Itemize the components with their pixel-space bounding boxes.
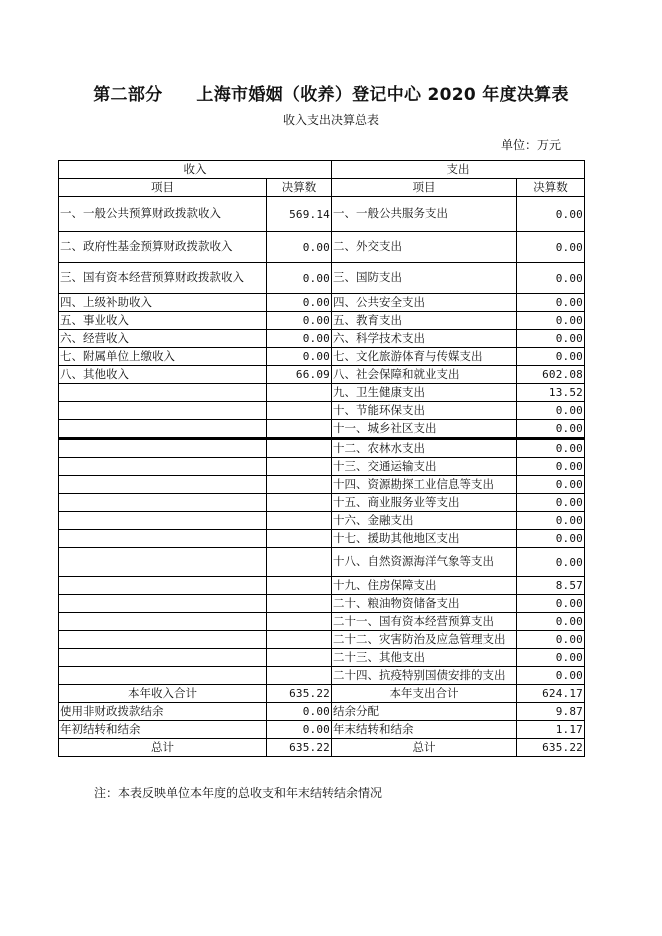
- expense-header: 支出: [332, 161, 585, 179]
- expense-item: 九、卫生健康支出: [332, 384, 517, 402]
- expense-amount: 0.00: [517, 494, 585, 512]
- expense-amount: 9.87: [517, 703, 585, 721]
- expense-item: 十六、金融支出: [332, 512, 517, 530]
- income-item: [59, 512, 267, 530]
- income-item: 年初结转和结余: [59, 721, 267, 739]
- table-row: [59, 384, 585, 402]
- budget-table: [58, 160, 585, 757]
- expense-item: 八、社会保障和就业支出: [332, 366, 517, 384]
- table-row: [59, 649, 585, 667]
- expense-amount: 0.00: [517, 294, 585, 312]
- expense-item: 二、外交支出: [332, 232, 517, 263]
- income-amount: 0.00: [267, 348, 332, 366]
- expense-item: 二十三、其他支出: [332, 649, 517, 667]
- income-amount: [267, 420, 332, 439]
- income-item: 二、政府性基金预算财政拨款收入: [59, 232, 267, 263]
- expense-item: 一、一般公共服务支出: [332, 197, 517, 232]
- income-amount: 569.14: [267, 197, 332, 232]
- income-amount: 0.00: [267, 263, 332, 294]
- expense-amount: 0.00: [517, 476, 585, 494]
- expense-amount: 0.00: [517, 348, 585, 366]
- expense-subtotal-amount: 624.17: [517, 685, 585, 703]
- expense-amount: 0.00: [517, 631, 585, 649]
- expense-amount: 0.00: [517, 458, 585, 476]
- income-amount: [267, 649, 332, 667]
- table-row: [59, 402, 585, 420]
- income-item: [59, 631, 267, 649]
- expense-amount: 0.00: [517, 512, 585, 530]
- table-row: [59, 667, 585, 685]
- expense-item: 五、教育支出: [332, 312, 517, 330]
- expense-amount: 8.57: [517, 577, 585, 595]
- income-item: 使用非财政拨款结余: [59, 703, 267, 721]
- expense-item: 十九、住房保障支出: [332, 577, 517, 595]
- expense-item: 二十一、国有资本经营预算支出: [332, 613, 517, 631]
- income-item: 八、其他收入: [59, 366, 267, 384]
- income-amount: [267, 577, 332, 595]
- income-subtotal-label: 本年收入合计: [59, 685, 267, 703]
- expense-amount: 0.00: [517, 667, 585, 685]
- section-header-row: [59, 161, 585, 179]
- expense-item: 二十、粮油物资储备支出: [332, 595, 517, 613]
- income-amount: 0.00: [267, 703, 332, 721]
- expense-total-amount: 635.22: [517, 739, 585, 757]
- expense-item: 十二、农林水支出: [332, 439, 517, 458]
- expense-item: 二十四、抗疫特别国债安排的支出: [332, 667, 517, 685]
- table-row: [59, 294, 585, 312]
- table-row: [59, 197, 585, 232]
- expense-item-header: 项目: [332, 179, 517, 197]
- income-amount: [267, 512, 332, 530]
- income-item: [59, 402, 267, 420]
- table-row: [59, 420, 585, 439]
- unit-label: 单位：万元: [500, 138, 561, 152]
- table-row: [59, 366, 585, 384]
- income-item: [59, 494, 267, 512]
- expense-amount: 1.17: [517, 721, 585, 739]
- expense-item: 十五、商业服务业等支出: [332, 494, 517, 512]
- expense-amount-header: 决算数: [517, 179, 585, 197]
- income-item: [59, 595, 267, 613]
- expense-amount: 602.08: [517, 366, 585, 384]
- expense-item: 七、文化旅游体育与传媒支出: [332, 348, 517, 366]
- income-amount: [267, 402, 332, 420]
- title-part: 第二部分: [93, 85, 163, 105]
- expense-item: 结余分配: [332, 703, 517, 721]
- income-amount: [267, 494, 332, 512]
- income-amount: [267, 384, 332, 402]
- expense-item: 十七、援助其他地区支出: [332, 530, 517, 548]
- expense-amount: 0.00: [517, 420, 585, 439]
- income-amount: [267, 439, 332, 458]
- expense-amount: 0.00: [517, 530, 585, 548]
- table-row: [59, 631, 585, 649]
- expense-item: 三、国防支出: [332, 263, 517, 294]
- income-item: 三、国有资本经营预算财政拨款收入: [59, 263, 267, 294]
- income-subtotal-amount: 635.22: [267, 685, 332, 703]
- expense-total-label: 总计: [332, 739, 517, 757]
- table-row: [59, 577, 585, 595]
- table-row: [59, 232, 585, 263]
- expense-amount: 0.00: [517, 439, 585, 458]
- total-row: [59, 739, 585, 757]
- table-row: [59, 439, 585, 458]
- income-item: [59, 476, 267, 494]
- income-item: [59, 577, 267, 595]
- income-amount: [267, 631, 332, 649]
- table-row: [59, 348, 585, 366]
- income-total-label: 总计: [59, 739, 267, 757]
- expense-amount: 0.00: [517, 232, 585, 263]
- expense-item: 六、科学技术支出: [332, 330, 517, 348]
- expense-item: 二十二、灾害防治及应急管理支出: [332, 631, 517, 649]
- income-item: 四、上级补助收入: [59, 294, 267, 312]
- column-header-row: [59, 179, 585, 197]
- income-item: [59, 613, 267, 631]
- table-row: [59, 494, 585, 512]
- income-amount: 0.00: [267, 232, 332, 263]
- income-amount: 66.09: [267, 366, 332, 384]
- expense-amount: 0.00: [517, 613, 585, 631]
- income-amount: [267, 613, 332, 631]
- table-row: [59, 595, 585, 613]
- expense-amount: 0.00: [517, 595, 585, 613]
- income-item: 一、一般公共预算财政拨款收入: [59, 197, 267, 232]
- income-item: [59, 420, 267, 439]
- income-header: 收入: [59, 161, 332, 179]
- income-item: 六、经营收入: [59, 330, 267, 348]
- table-subtitle: 收入支出决算总表: [282, 113, 379, 127]
- expense-amount: 0.00: [517, 548, 585, 577]
- income-amount: 0.00: [267, 721, 332, 739]
- income-item: [59, 667, 267, 685]
- income-item-header: 项目: [59, 179, 267, 197]
- table-row: [59, 312, 585, 330]
- expense-amount: 0.00: [517, 402, 585, 420]
- table-row: [59, 476, 585, 494]
- expense-item: 十四、资源勘探工业信息等支出: [332, 476, 517, 494]
- expense-item: 十、节能环保支出: [332, 402, 517, 420]
- income-amount: [267, 548, 332, 577]
- table-row: [59, 263, 585, 294]
- income-amount-header: 决算数: [267, 179, 332, 197]
- income-amount: [267, 476, 332, 494]
- table-row: [59, 458, 585, 476]
- expense-item: 十三、交通运输支出: [332, 458, 517, 476]
- income-item: [59, 384, 267, 402]
- table-row: [59, 548, 585, 577]
- expense-item: 十一、城乡社区支出: [332, 420, 517, 439]
- table-row: [59, 512, 585, 530]
- income-item: [59, 548, 267, 577]
- expense-amount: 0.00: [517, 312, 585, 330]
- income-amount: 0.00: [267, 312, 332, 330]
- income-item: [59, 649, 267, 667]
- table-row: [59, 721, 585, 739]
- expense-item: 四、公共安全支出: [332, 294, 517, 312]
- table-note: 注：本表反映单位本年度的总收支和年末结转结余情况: [94, 786, 383, 800]
- expense-amount: 0.00: [517, 263, 585, 294]
- income-item: [59, 458, 267, 476]
- income-amount: [267, 458, 332, 476]
- page-title: [0, 80, 662, 105]
- table-row: [59, 330, 585, 348]
- income-amount: [267, 667, 332, 685]
- title-main: 上海市婚姻（收养）登记中心 2020 年度决算表: [196, 85, 569, 105]
- expense-amount: 0.00: [517, 330, 585, 348]
- income-amount: [267, 595, 332, 613]
- income-item: 五、事业收入: [59, 312, 267, 330]
- table-row: [59, 613, 585, 631]
- expense-item: 年末结转和结余: [332, 721, 517, 739]
- expense-amount: 13.52: [517, 384, 585, 402]
- income-amount: 0.00: [267, 294, 332, 312]
- income-amount: [267, 530, 332, 548]
- income-item: 七、附属单位上缴收入: [59, 348, 267, 366]
- table-row: [59, 703, 585, 721]
- expense-item: 十八、自然资源海洋气象等支出: [332, 548, 517, 577]
- income-item: [59, 530, 267, 548]
- expense-amount: 0.00: [517, 649, 585, 667]
- expense-amount: 0.00: [517, 197, 585, 232]
- income-total-amount: 635.22: [267, 739, 332, 757]
- subtotal-row: [59, 685, 585, 703]
- income-amount: 0.00: [267, 330, 332, 348]
- expense-subtotal-label: 本年支出合计: [332, 685, 517, 703]
- income-item: [59, 439, 267, 458]
- table-row: [59, 530, 585, 548]
